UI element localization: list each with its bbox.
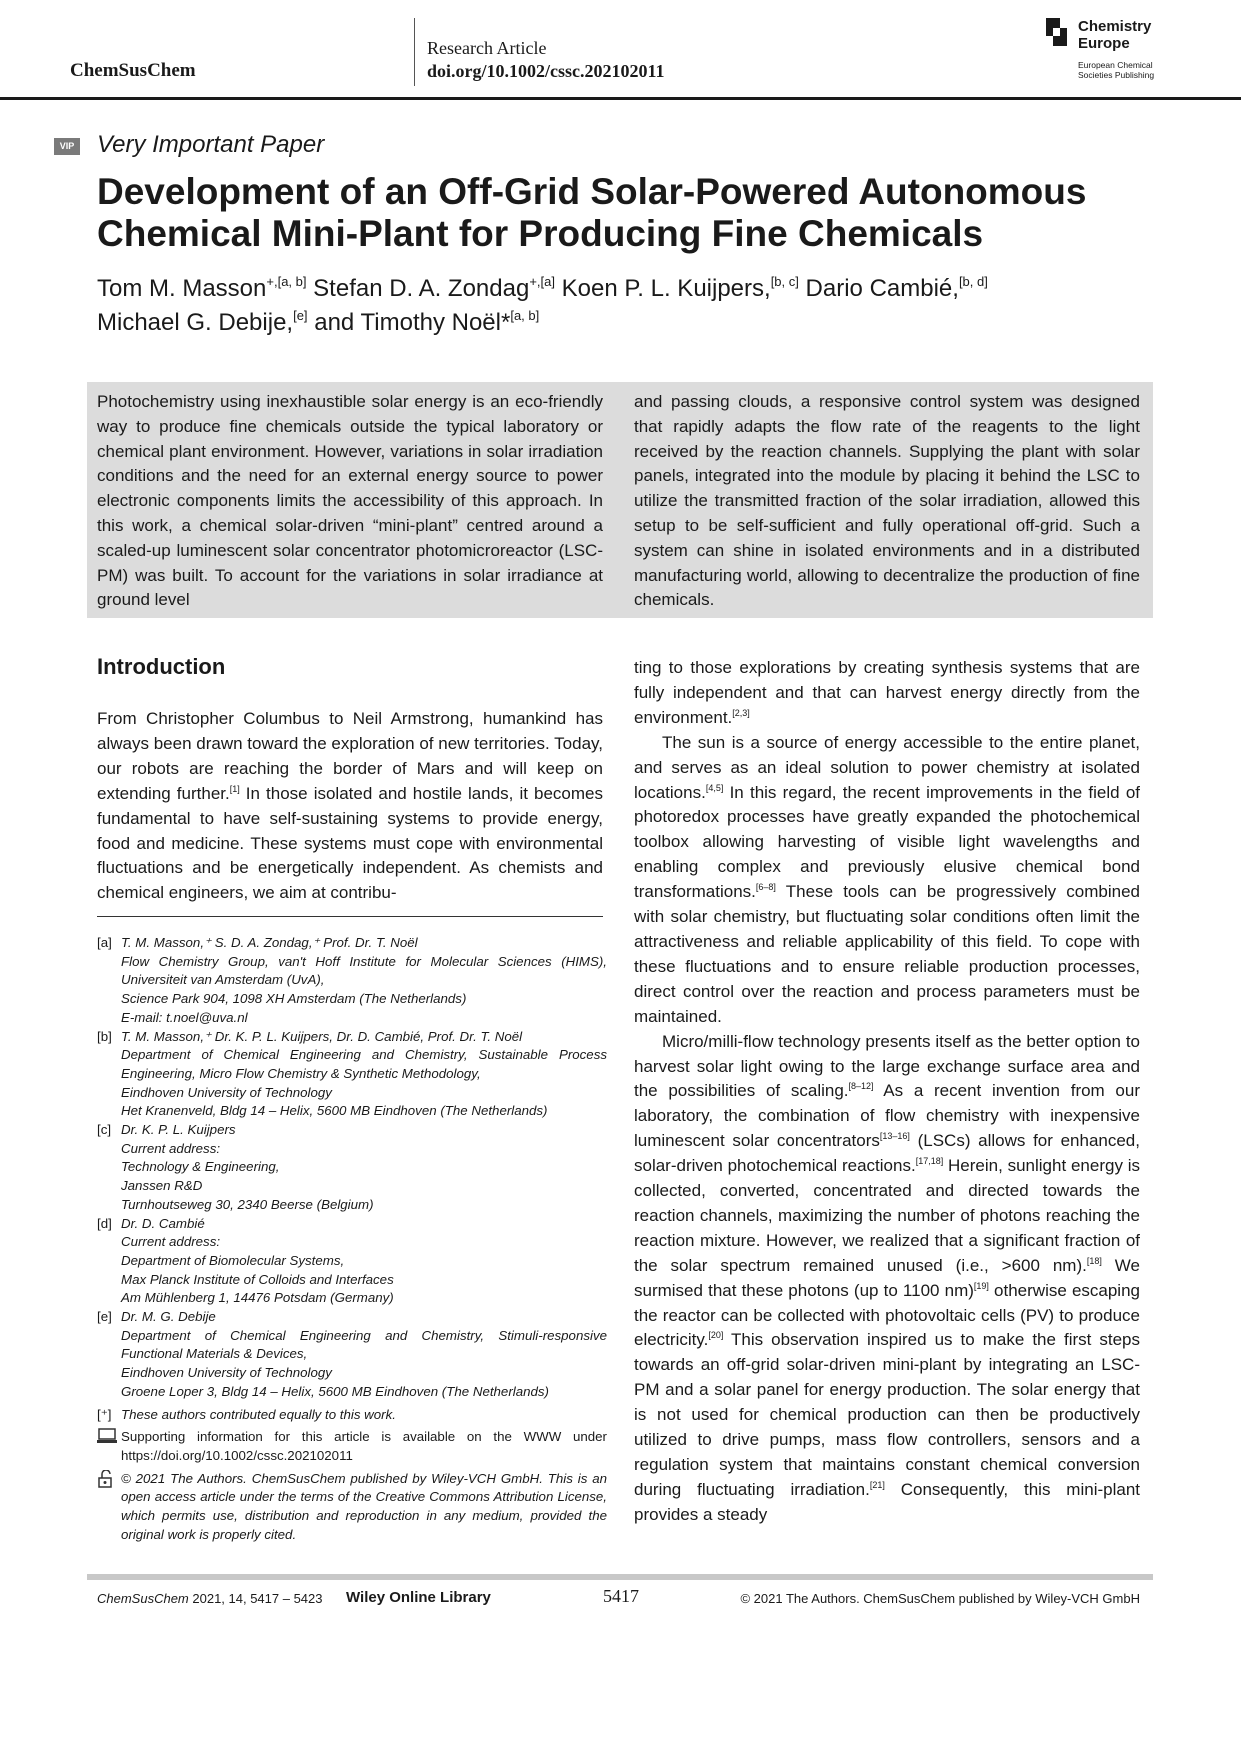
note-key: [⁺] xyxy=(97,1406,112,1422)
affiliation-key: [b] xyxy=(97,1028,112,1044)
citation-ref[interactable]: [17,18] xyxy=(915,1156,944,1167)
publisher-sub-line: European Chemical xyxy=(1078,60,1153,70)
affiliation-body xyxy=(121,1028,607,1122)
citation-ref[interactable]: [1] xyxy=(229,783,240,794)
body-text: otherwise escaping the reactor can be collected with photovoltaic cells (PV) to produce electricity. xyxy=(634,1280,1140,1350)
affiliation-entry xyxy=(97,1308,607,1402)
footer-citation xyxy=(97,1591,323,1606)
affiliation-line: Turnhoutseweg 30, 2340 Beerse (Belgium) xyxy=(121,1196,374,1212)
body-text: In this regard, the recent improvements in the field of photoredox processes have greatly expanded the photochemical toolbox allowing harvesting of visible light wavelengths and enabling complex and previously elusive chemical bond transformations. xyxy=(634,782,1140,902)
computer-icon xyxy=(97,1428,121,1465)
affiliation-line: Am Mühlenberg 1, 14476 Potsdam (Germany) xyxy=(121,1290,394,1306)
affiliation-line: Groene Loper 3, Bldg 14 – Helix, 5600 MB Eindhoven (The Netherlands) xyxy=(121,1383,549,1399)
citation-ref[interactable]: [21] xyxy=(869,1479,885,1490)
intro-text: In those isolated and hostile lands, it becomes fundamental to have self-sustaining systems to provide energy, food and medicine. These systems must cope with environmental fluctuations and be energetically independent. As chemists and chemical engineers, we aim at contribu- xyxy=(97,783,603,903)
citation-ref[interactable]: [2,3] xyxy=(732,707,750,718)
body-paragraph xyxy=(634,1030,1140,1528)
author-affiliation-marker: [b, c] xyxy=(770,274,799,289)
footer-volume: 2021, 14, 5417 – 5423 xyxy=(188,1591,323,1606)
chemistry-europe-logo-icon xyxy=(1046,18,1071,48)
intro-text: From Christopher Columbus to Neil Armstrong, humankind has always been drawn toward the exploration of new territories. Today, our robots are reaching the border of Mars and will keep on extending further. xyxy=(97,709,603,803)
affiliation-line: Current address: xyxy=(121,1234,221,1250)
author-affiliation-marker: [a, b] xyxy=(510,308,540,323)
supporting-info-text[interactable]: Supporting information for this article is available on the WWW under https://doi.org/10.1002/cssc.202102011 xyxy=(121,1429,607,1463)
affiliation-line: Max Planck Institute of Colloids and Interfaces xyxy=(121,1271,394,1287)
page-number: 5417 xyxy=(603,1586,639,1606)
citation-ref[interactable]: [13–16] xyxy=(879,1131,910,1142)
body-text: (LSCs) allows for enhanced, solar-driven photochemical reactions. xyxy=(634,1131,1140,1176)
author-separator: and xyxy=(307,309,361,336)
equal-contribution-text: These authors contributed equally to this work. xyxy=(121,1406,396,1422)
abstract-left-column: Photochemistry using inexhaustible solar energy is an eco-friendly way to produce fine chemicals outside the typical laboratory or chemical plant environment. However, variations in solar irradiation conditions and the need for an external energy source to power electronic components limits the accessibility of this approach. In this work, a chemical solar-driven “mini-plant” centred around a scaled-up luminescent solar concentrator photomicroreactor (LSC-PM) was built. To account for the variations in solar irradiance at ground level xyxy=(97,392,603,610)
footer-rule xyxy=(87,1574,1153,1580)
affiliation-line: Science Park 904, 1098 XH Amsterdam (The Netherlands) xyxy=(121,991,467,1007)
section-heading-introduction: Introduction xyxy=(97,654,226,679)
affiliation-line: Janssen R&D xyxy=(121,1178,203,1194)
publisher-subtitle xyxy=(1078,60,1188,80)
affiliation-line: Eindhoven University of Technology xyxy=(121,1084,332,1100)
body-text: We surmised that these photons (up to 1100 nm) xyxy=(634,1255,1140,1300)
abstract-right-column: and passing clouds, a responsive control system was designed that rapidly adapts the flow rate of the reagents to the light received by the reaction channels. Supplying the plant with solar panels, integrated into the module by placing it behind the LSC to utilize the transmitted fraction of the solar irradiation, allowed this setup to be self-sufficient and fully operational off-grid. Such a system can shine in isolated environments and in a distributed manufacturing world, allowing to decentralize the production of fine chemicals. xyxy=(634,392,1140,610)
vip-badge: VIP xyxy=(54,138,80,155)
author-name[interactable]: Timothy Noël* xyxy=(360,309,511,336)
body-text: As a recent invention from our laboratory, the combination of flow chemistry with inexpensive luminescent solar concentrators xyxy=(634,1081,1140,1151)
affiliation-key: [d] xyxy=(97,1215,112,1231)
body-text: This observation inspired us to make the first steps towards an off-grid solar-driven mini-plant by integrating an LSC-PM and a solar panel for energy production. The solar energy that is not used for chemical production can then be productively utilized to drive pumps, mass flow controllers, sensors and a regulation system that maintains constant chemical conversion during fluctuating irradiation. xyxy=(634,1330,1140,1499)
body-paragraph xyxy=(634,656,1140,731)
header-divider xyxy=(414,18,415,86)
footer-copyright: © 2021 The Authors. ChemSusChem published by Wiley-VCH GmbH xyxy=(740,1591,1140,1606)
affiliation-line: Het Kranenveld, Bldg 14 – Helix, 5600 MB Eindhoven (The Netherlands) xyxy=(121,1103,548,1119)
citation-ref[interactable]: [18] xyxy=(1086,1255,1102,1266)
affiliation-line: Technology & Engineering, xyxy=(121,1159,280,1175)
author-separator xyxy=(555,275,562,302)
author-affiliation-marker: [e] xyxy=(293,308,308,323)
affiliation-line: T. M. Masson,⁺ S. D. A. Zondag,⁺ Prof. Dr. T. Noël xyxy=(121,935,418,950)
affiliation-entry xyxy=(97,1028,607,1122)
journal-name: ChemSusChem xyxy=(70,60,196,81)
body-text: Consequently, this mini-plant provides a steady xyxy=(634,1479,1140,1524)
open-access-icon xyxy=(97,1470,121,1545)
affiliation-line: E-mail: t.noel@uva.nl xyxy=(121,1009,248,1025)
affiliations xyxy=(97,934,607,1402)
affiliation-line: Department of Chemical Engineering and Chemistry, Sustainable Process Engineering, Micro Flow Chemistry & Synthetic Methodology, xyxy=(121,1047,607,1081)
wiley-online-library-link[interactable]: Wiley Online Library xyxy=(346,1589,491,1606)
equal-contribution-note xyxy=(97,1406,607,1425)
license-text: © 2021 The Authors. ChemSusChem published by Wiley-VCH GmbH. This is an open access article under the terms of the Creative Commons Attribution License, which permits use, distribution and reproduction in any medium, provided the original work is properly cited. xyxy=(121,1470,607,1542)
author-name[interactable]: Tom M. Masson xyxy=(97,275,267,302)
author-separator xyxy=(988,275,995,302)
citation-ref[interactable]: [19] xyxy=(973,1280,989,1291)
affiliation-line: Flow Chemistry Group, van't Hoff Institute for Molecular Sciences (HIMS), Universiteit van Amsterdam (UvA), xyxy=(121,953,607,988)
footnote-rule xyxy=(97,916,603,917)
body-text: These tools can be progressively combined with solar chemistry, but fluctuating solar conditions often limit the attractiveness and reliable applicability of this field. To cope with these fluctuations and to ensure reliable production processes, direct control over the reaction and process parameters must be maintained. xyxy=(634,882,1140,1026)
citation-ref[interactable]: [4,5] xyxy=(705,782,724,793)
footer-journal: ChemSusChem xyxy=(97,1591,189,1606)
author-name[interactable]: Koen P. L. Kuijpers, xyxy=(561,275,771,302)
author-name[interactable]: Michael G. Debije, xyxy=(97,309,294,336)
citation-ref[interactable]: [8–12] xyxy=(848,1081,874,1092)
affiliation-line: Department of Chemical Engineering and Chemistry, Stimuli-responsive Functional Materials & Devices, xyxy=(121,1327,607,1362)
affiliation-line: Current address: xyxy=(121,1140,221,1156)
author-list xyxy=(97,272,1157,340)
body-text: Micro/milli-flow technology presents itself as the better option to harvest solar light owing to the large exchange surface area and the possibilities of scaling. xyxy=(634,1031,1140,1101)
intro-paragraph xyxy=(97,707,603,906)
author-name[interactable]: Dario Cambié, xyxy=(805,275,959,302)
affiliation-line: Dr. K. P. L. Kuijpers xyxy=(121,1122,236,1138)
affiliation-body xyxy=(121,934,607,1028)
author-affiliation-marker: +,[a, b] xyxy=(266,274,307,289)
citation-ref[interactable]: [6–8] xyxy=(755,882,776,893)
article-type: Research Article xyxy=(427,38,547,58)
affiliation-body xyxy=(121,1121,607,1215)
affiliation-body xyxy=(121,1215,607,1309)
author-separator xyxy=(799,275,806,302)
affiliation-line: Dr. D. Cambié xyxy=(121,1215,205,1231)
body-paragraph xyxy=(634,731,1140,1030)
affiliation-line: Dr. M. G. Debije xyxy=(121,1309,216,1325)
license-note xyxy=(97,1470,607,1545)
author-affiliation-marker: [b, d] xyxy=(958,274,988,289)
affiliation-body xyxy=(121,1308,607,1402)
author-affiliation-marker: +,[a] xyxy=(529,274,555,289)
doi-link[interactable]: doi.org/10.1002/cssc.202102011 xyxy=(427,61,665,81)
affiliation-entry xyxy=(97,1215,607,1309)
footnotes xyxy=(97,934,607,1545)
affiliation-entry xyxy=(97,934,607,1028)
affiliation-entry xyxy=(97,1121,607,1215)
supporting-info-note xyxy=(97,1428,607,1465)
body-text: Herein, sunlight energy is collected, converted, concentrated and directed towards the reaction channels, maximizing the number of photons reaching the reaction mixture. However, we realized that a significant fraction of the solar spectrum remained unused (i.e., >600 nm). xyxy=(634,1156,1140,1275)
right-column xyxy=(634,656,1140,1528)
article-title: Development of an Off-Grid Solar-Powered Autonomous Chemical Mini-Plant for Producing Fine Chemicals xyxy=(97,171,1087,254)
affiliation-key: [a] xyxy=(97,935,112,950)
affiliation-key: [e] xyxy=(97,1309,112,1325)
publisher-name: Chemistry Europe xyxy=(1078,18,1152,52)
affiliation-key: [c] xyxy=(97,1122,112,1138)
body-text: ting to those explorations by creating synthesis systems that are fully independent and that can harvest energy directly from the environment. xyxy=(634,658,1140,727)
affiliation-line: Eindhoven University of Technology xyxy=(121,1365,332,1381)
affiliation-line: T. M. Masson,⁺ Dr. K. P. L. Kuijpers, Dr. D. Cambié, Prof. Dr. T. Noël xyxy=(121,1028,523,1044)
author-name[interactable]: Stefan D. A. Zondag xyxy=(313,275,530,302)
affiliation-line: Department of Biomolecular Systems, xyxy=(121,1252,345,1268)
citation-ref[interactable]: [20] xyxy=(708,1330,724,1341)
header-rule xyxy=(0,97,1241,100)
publisher-sub-line: Societies Publishing xyxy=(1078,70,1155,80)
body-text: The sun is a source of energy accessible to the entire planet, and serves as an ideal solution to power chemistry at isolated locations. xyxy=(634,732,1140,802)
article-category: Very Important Paper xyxy=(97,131,325,158)
